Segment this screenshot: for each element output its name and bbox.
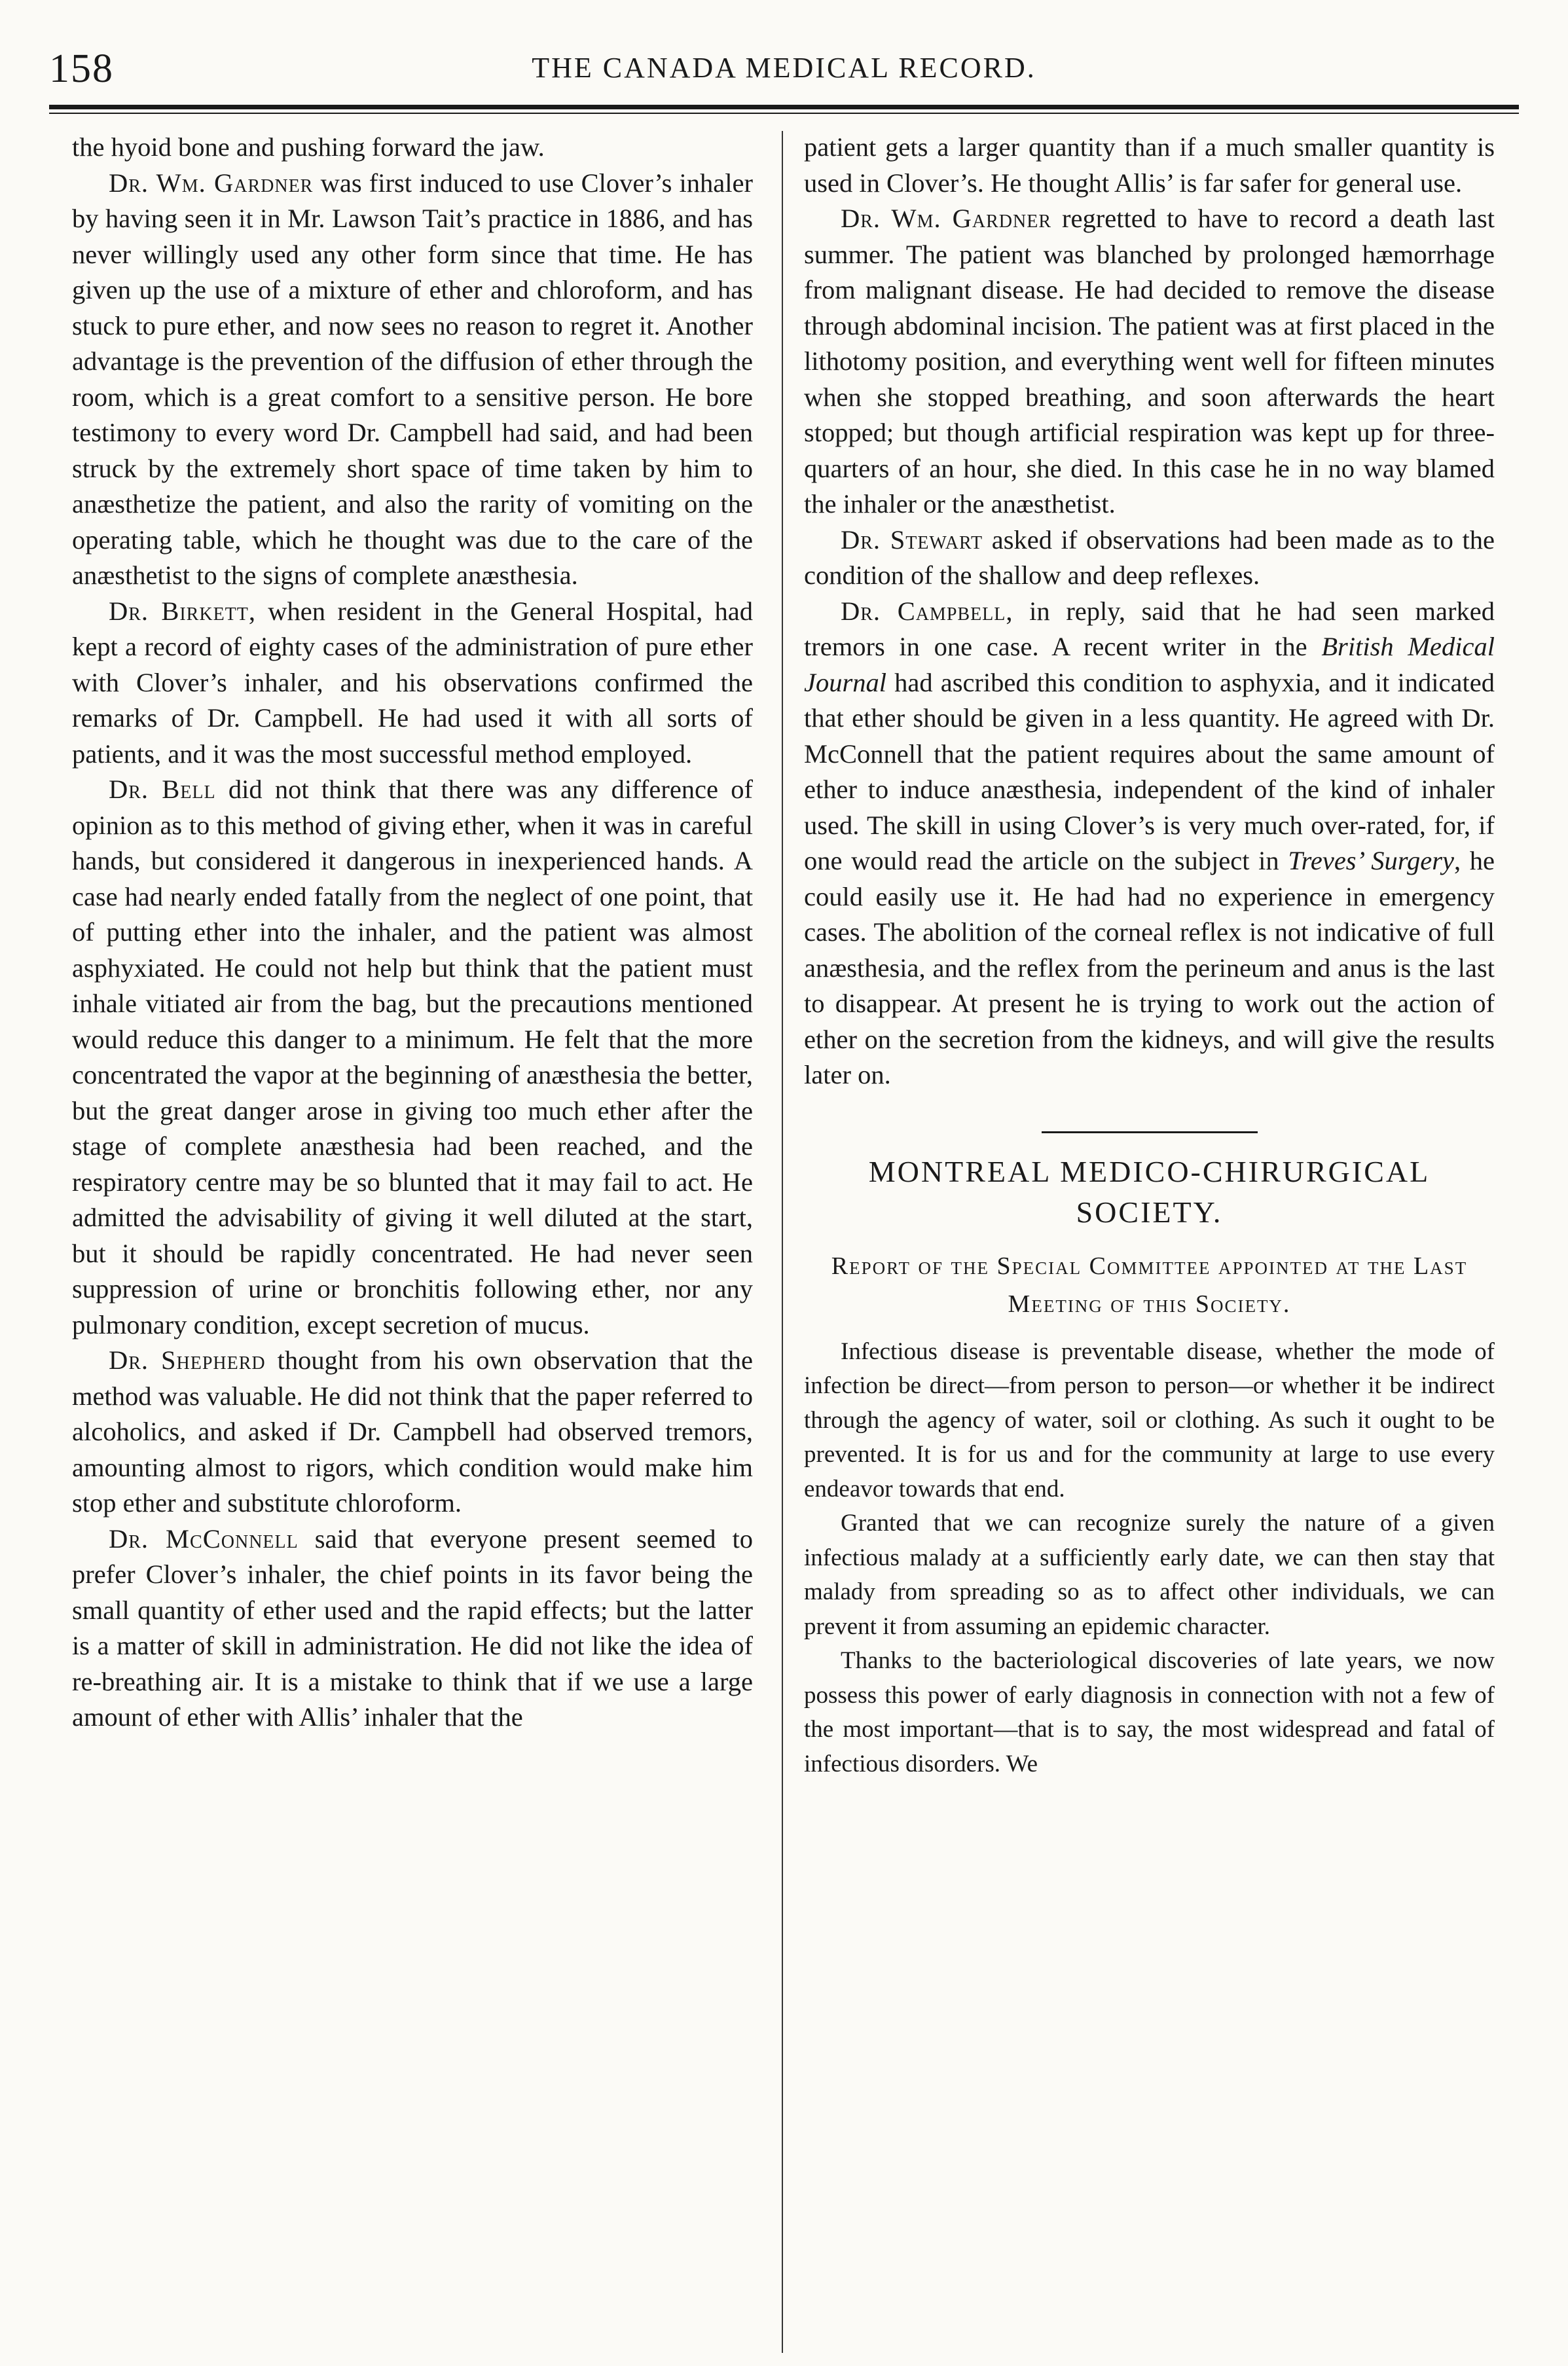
- paragraph-text: thought from his own observation that the method was valuable. He did not think that the paper referred to alcoholics, and asked if Dr. Campbell had observed tremors, amounting almost to rigors, which condition would make him stop ether and substitute chloroform.: [72, 1345, 753, 1518]
- paragraph: [72, 1343, 753, 1521]
- paragraph-text: regretted to have to record a death last summer. The patient was blanched by prolonged hæmorrhage from malignant disease. He had decided to remove the disease through abdominal incision. The patient was at first placed in the lithotomy position, and everything went well for fifteen minutes when she stopped breathing, and soon afterwards the heart stopped; but though artificial respiration was kept up for three-quarters of an hour, she died. In this case he in no way blamed the inhaler or the anæsthetist.: [804, 204, 1495, 519]
- section-rule: [1042, 1131, 1258, 1133]
- report-body: [804, 1335, 1495, 1782]
- running-head: THE CANADA MEDICAL RECORD.: [532, 52, 1036, 84]
- speaker-name: Dr. Wm. Gardner: [109, 168, 314, 198]
- left-column: [72, 130, 753, 1736]
- speaker-name: Dr. Wm. Gardner: [841, 204, 1051, 233]
- speaker-name: Dr. Shepherd: [109, 1345, 266, 1375]
- column-divider: [782, 131, 783, 2353]
- page-number: 158: [49, 46, 114, 91]
- book-title: Treves’ Surgery: [1288, 846, 1454, 875]
- paragraph-text: had ascribed this condition to asphyxia, and it indicated that ether should be given in a less quantity. He agreed with Dr. McConnell that the patient requires about the same amount of ether to induce anæsthesia, independent of the kind of inhaler used. The skill in using Clover’s is very much over-rated, for, if one would read the article on the subject in: [804, 667, 1495, 875]
- paragraph-text: when resident in the General Hospital, had kept a record of eighty cases of the administration of pure ether with Clover’s inhaler, and his observations confirmed the remarks of Dr. Campbell. He had used it with all sorts of patients, and it was the most successful method employed.: [72, 596, 753, 769]
- paragraph-text: asked if observations had been made as to the condition of the shallow and deep reflexes.: [804, 524, 1495, 590]
- paragraph-text: , he could easily use it. He had had no experience in emergency cases. The abolition of the corneal reflex is not indicative of full anæsthesia, and the reflex from the perineum and anus is the last to disappear. At present he is trying to work out the action of ether on the secretion from the kidneys, and will give the results later on.: [804, 846, 1495, 1089]
- society-title: MONTREAL MEDICO-CHIRURGICAL SOCIETY.: [868, 1154, 1431, 1229]
- speaker-name: Dr. Campbell,: [841, 596, 1013, 626]
- speaker-name: Dr. Stewart: [841, 524, 983, 555]
- paragraph: Thanks to the bacteriological discoveries of late years, we now possess this power of early diagnosis in connection with not a few of the most important—that is to say, the most widespread and fatal of infectious disorders. We: [804, 1647, 1495, 1777]
- speaker-name: Dr. McConnell: [109, 1523, 299, 1554]
- paragraph: [804, 594, 1495, 1093]
- right-column: [804, 130, 1495, 1781]
- paragraph: the hyoid bone and pushing forward the jaw.: [72, 132, 545, 162]
- speaker-name: Dr. Birkett,: [109, 596, 257, 626]
- paragraph: [72, 772, 753, 1343]
- header-rule-thin: [49, 113, 1519, 114]
- paragraph-text: said that everyone present seemed to prefer Clover’s inhaler, the chief points in its favor being the small quantity of ether used and the rapid effects; but the latter is a matter of skill in administration. He did not like the idea of re-breathing air. It is a mistake to think that if we use a large amount of ether with Allis’ inhaler that the: [72, 1523, 753, 1732]
- header-rule-thick: [49, 105, 1519, 109]
- paragraph: [72, 1521, 753, 1736]
- paragraph: [72, 166, 753, 594]
- page-header: [49, 46, 1519, 105]
- paragraph: Infectious disease is preventable disease, whether the mode of infection be direct—from person to person—or whether it be indirect through the agency of water, soil or clothing. As such it ought to be prevented. It is for us and for the community at large to use every endeavor towards that end.: [804, 1338, 1495, 1502]
- paragraph: patient gets a larger quantity than if a much smaller quantity is used in Clover’s. He thought Allis’ is far safer for general use.: [804, 132, 1495, 198]
- report-title: Report of the Special Committee appointed at the Last Meeting of this Society.: [831, 1252, 1468, 1318]
- paragraph: [804, 522, 1495, 594]
- paragraph: Granted that we can recognize surely the nature of a given infectious malady at a sufficiently early date, we can then stay that malady from spreading so as to affect other individuals, we can prevent it from assuming an epidemic character.: [804, 1510, 1495, 1640]
- speaker-name: Dr. Bell: [109, 774, 216, 804]
- paragraph-text: was first induced to use Clover’s inhaler by having seen it in Mr. Lawson Tait’s practice in 1886, and has never willingly used any other form since that time. He has given up the use of a mixture of ether and chloroform, and has stuck to pure ether, and now sees no reason to regret it. Another advantage is the prevention of the diffusion of ether through the room, which is a great comfort to a sensitive person. He bore testimony to every word Dr. Campbell had said, and had been struck by the extremely short space of time taken by him to anæsthetize the patient, and also the rarity of vomiting on the operating table, which he thought was due to the care of the anæsthetist to the signs of complete anæsthesia.: [72, 168, 753, 590]
- paragraph: [72, 594, 753, 773]
- paragraph: [804, 201, 1495, 522]
- paragraph-text: in reply, said that he had seen marked tremors in one case. A recent writer in the: [804, 596, 1495, 661]
- journal-title: British Medical Journal: [804, 632, 1495, 697]
- paragraph-text: did not think that there was any difference of opinion as to this method of giving ether, when it was in careful hands, but considered it dangerous in inexperienced hands. A case had nearly ended fatally from the neglect of one point, that of putting ether into the inhaler, and the patient was almost asphyxiated. He could not help but think that the patient must inhale vitiated air from the bag, but the precautions mentioned would reduce this danger to a minimum. He felt that the more concentrated the vapor at the beginning of anæsthesia the better, but the great danger arose in giving too much ether after the stage of complete anæsthesia had been reached, and the respiratory centre may be so blunted that it may fail to act. He admitted the advisability of giving it well diluted at the start, but it should be rapidly concentrated. He had never seen suppression of urine or bronchitis following ether, nor any pulmonary condition, except secretion of mucus.: [72, 774, 754, 1339]
